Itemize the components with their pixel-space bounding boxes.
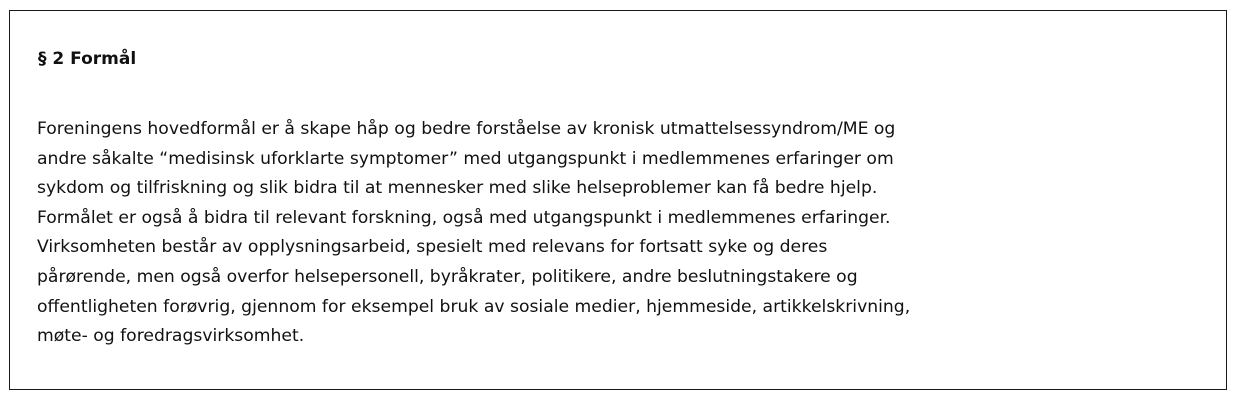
section-heading: § 2 Formål xyxy=(38,49,137,69)
body-line: Virksomheten består av opplysningsarbeid, spesielt med relevans for fortsatt syke og deres xyxy=(37,237,828,258)
body-line: Foreningens hovedformål er å skape håp og bedre forståelse av kronisk utmattelsessyndrom/ME og xyxy=(37,119,896,139)
body-line: pårørende, men også overfor helsepersonell, byråkrater, politikere, andre beslutningstakere og xyxy=(37,266,858,287)
section-body xyxy=(37,115,910,352)
body-line: offentligheten forøvrig, gjennom for eksempel bruk av sosiale medier, hjemmeside, artikkelskrivning, xyxy=(37,296,911,317)
document-frame xyxy=(9,10,1227,390)
body-line: andre såkalte “medisinsk uforklarte symptomer” med utgangspunkt i medlemmenes erfaringer om xyxy=(37,148,894,169)
body-line: møte- og foredragsvirksomhet. xyxy=(37,326,305,347)
body-line: Formålet er også å bidra til relevant forskning, også med utgangspunkt i medlemmenes erfaringer. xyxy=(37,207,891,228)
body-line: sykdom og tilfriskning og slik bidra til at mennesker med slike helseproblemer kan få bedre hjelp. xyxy=(37,178,878,199)
